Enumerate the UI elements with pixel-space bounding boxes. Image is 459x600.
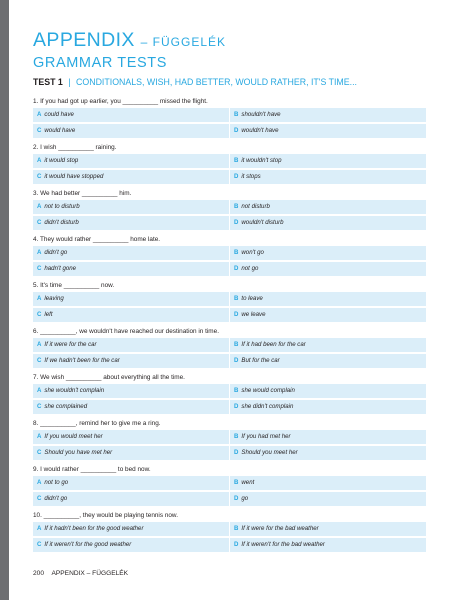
option-row: [33, 170, 426, 184]
option-row: [33, 538, 426, 552]
answer-option-c[interactable]: [33, 170, 229, 184]
option-text: won't go: [241, 249, 264, 256]
option-row: [33, 200, 426, 214]
answer-option-a[interactable]: [33, 384, 229, 398]
option-letter: B: [234, 295, 239, 302]
option-row: [33, 522, 426, 536]
answer-option-b[interactable]: [229, 522, 426, 536]
option-letter: B: [234, 479, 239, 486]
answer-option-b[interactable]: [229, 476, 426, 490]
option-text: didn't disturb: [44, 219, 79, 226]
question-text: 9. I would rather __________ to bed now.: [33, 466, 151, 473]
option-row: [33, 108, 426, 122]
option-letter: A: [37, 525, 42, 532]
header-line-2: GRAMMAR TESTS: [33, 55, 168, 71]
option-text: Should you have met her: [44, 449, 113, 456]
option-letter: D: [234, 265, 239, 272]
question-text: 2. I wish __________ raining.: [33, 144, 117, 151]
option-text: she complained: [44, 403, 88, 410]
option-letter: D: [234, 219, 239, 226]
answer-option-a[interactable]: [33, 522, 229, 536]
option-letter: A: [37, 157, 42, 164]
answer-option-d[interactable]: [229, 400, 426, 414]
option-text: it stops: [241, 173, 261, 180]
test-topic: CONDITIONALS, WISH, HAD BETTER, WOULD RATHER, IT'S TIME...: [76, 77, 357, 87]
option-letter: B: [234, 249, 239, 256]
option-letter: B: [234, 433, 239, 440]
option-row: [33, 246, 426, 260]
answer-option-c[interactable]: [33, 216, 229, 230]
answer-option-a[interactable]: [33, 338, 229, 352]
option-letter: A: [37, 203, 42, 210]
answer-option-c[interactable]: [33, 400, 229, 414]
option-row: [33, 354, 426, 368]
answer-option-b[interactable]: [229, 292, 426, 306]
option-letter: A: [37, 479, 42, 486]
option-letter: B: [234, 525, 239, 532]
answer-option-c[interactable]: [33, 308, 229, 322]
question-3: [33, 188, 426, 234]
option-text: didn't go: [44, 495, 68, 502]
test-title: [33, 77, 357, 87]
option-text: it would have stopped: [44, 173, 104, 180]
option-row: [33, 384, 426, 398]
option-text: wouldn't have: [241, 127, 279, 134]
question-2: [33, 142, 426, 188]
answer-option-c[interactable]: [33, 446, 229, 460]
option-text: If it were for the car: [44, 341, 97, 348]
answer-option-d[interactable]: [229, 308, 426, 322]
option-letter: A: [37, 295, 42, 302]
option-text: she would complain: [241, 387, 295, 394]
question-6: [33, 326, 426, 372]
option-letter: D: [234, 403, 239, 410]
option-text: went: [241, 479, 255, 486]
option-row: [33, 446, 426, 460]
option-text: If you had met her: [241, 433, 291, 440]
answer-option-a[interactable]: [33, 108, 229, 122]
option-row: [33, 430, 426, 444]
option-letter: B: [234, 387, 239, 394]
option-text: it would stop: [44, 157, 79, 164]
answer-option-d[interactable]: [229, 216, 426, 230]
answer-option-b[interactable]: [229, 246, 426, 260]
option-text: hadn't gone: [44, 265, 77, 272]
footer-section: APPENDIX – FÜGGELÉK: [51, 570, 129, 577]
answer-option-a[interactable]: [33, 292, 229, 306]
option-letter: B: [234, 111, 239, 118]
option-text: If it weren't for the good weather: [44, 541, 132, 548]
option-letter: C: [37, 219, 42, 226]
answer-option-c[interactable]: [33, 124, 229, 138]
option-letter: C: [37, 173, 42, 180]
question-9: [33, 464, 426, 510]
option-row: [33, 262, 426, 276]
question-text: 6. __________, we wouldn't have reached our destination in time.: [33, 328, 219, 335]
answer-option-c[interactable]: [33, 492, 229, 506]
question-list: [33, 96, 426, 556]
option-letter: B: [234, 157, 239, 164]
question-text: 10. __________, they would be playing tennis now.: [33, 512, 178, 519]
option-text: not go: [241, 265, 259, 272]
option-letter: C: [37, 541, 42, 548]
option-row: [33, 400, 426, 414]
option-text: she didn't complain: [241, 403, 294, 410]
option-letter: B: [234, 341, 239, 348]
answer-option-d[interactable]: [229, 262, 426, 276]
answer-option-d[interactable]: [229, 446, 426, 460]
page-header: [33, 29, 226, 72]
option-letter: C: [37, 311, 42, 318]
question-10: [33, 510, 426, 556]
option-row: [33, 292, 426, 306]
option-text: left: [44, 311, 53, 318]
answer-option-b[interactable]: [229, 338, 426, 352]
option-letter: D: [234, 173, 239, 180]
option-text: to leave: [241, 295, 263, 302]
answer-option-d[interactable]: [229, 170, 426, 184]
answer-option-a[interactable]: [33, 246, 229, 260]
page-footer: [33, 570, 128, 577]
answer-option-d[interactable]: [229, 354, 426, 368]
option-letter: A: [37, 341, 42, 348]
option-text: leaving: [44, 295, 64, 302]
option-letter: D: [234, 449, 239, 456]
header-line-1: [33, 29, 226, 53]
option-letter: D: [234, 495, 239, 502]
option-letter: C: [37, 495, 42, 502]
option-row: [33, 338, 426, 352]
option-text: If it had been for the car: [241, 341, 306, 348]
option-text: didn't go: [44, 249, 68, 256]
answer-option-d[interactable]: [229, 492, 426, 506]
option-letter: A: [37, 387, 42, 394]
option-letter: A: [37, 249, 42, 256]
option-letter: D: [234, 311, 239, 318]
option-text: If we hadn't been for the car: [44, 357, 120, 364]
option-text: Should you meet her: [241, 449, 298, 456]
option-row: [33, 308, 426, 322]
question-text: 7. We wish __________ about everything all the time.: [33, 374, 185, 381]
option-text: not disturb: [241, 203, 270, 210]
option-text: not to disturb: [44, 203, 80, 210]
option-text: not to go: [44, 479, 69, 486]
answer-option-a[interactable]: [33, 476, 229, 490]
question-text: 4. They would rather __________ home late.: [33, 236, 161, 243]
option-text: But for the car: [241, 357, 280, 364]
option-row: [33, 216, 426, 230]
option-text: could have: [44, 111, 74, 118]
question-text: 1. If you had got up earlier, you __________ missed the flight.: [33, 98, 208, 105]
option-letter: A: [37, 433, 42, 440]
answer-option-c[interactable]: [33, 354, 229, 368]
option-text: it wouldn't stop: [241, 157, 282, 164]
option-text: would have: [44, 127, 76, 134]
option-text: If it were for the bad weather: [241, 525, 319, 532]
option-text: If it weren't for the bad weather: [241, 541, 325, 548]
answer-option-d[interactable]: [229, 124, 426, 138]
header-title: APPENDIX: [33, 29, 135, 51]
option-letter: D: [234, 357, 239, 364]
answer-option-b[interactable]: [229, 200, 426, 214]
option-text: If you would meet her: [44, 433, 103, 440]
option-text: If it hadn't been for the good weather: [44, 525, 144, 532]
option-letter: C: [37, 357, 42, 364]
question-5: [33, 280, 426, 326]
answer-option-a[interactable]: [33, 154, 229, 168]
option-row: [33, 154, 426, 168]
answer-option-b[interactable]: [229, 384, 426, 398]
answer-option-d[interactable]: [229, 538, 426, 552]
option-text: we leave: [241, 311, 266, 318]
answer-option-b[interactable]: [229, 154, 426, 168]
page-number: 200: [33, 570, 45, 577]
option-row: [33, 124, 426, 138]
option-text: shouldn't have: [241, 111, 281, 118]
answer-option-b[interactable]: [229, 108, 426, 122]
option-letter: C: [37, 265, 42, 272]
answer-option-b[interactable]: [229, 430, 426, 444]
option-text: go: [241, 495, 249, 502]
option-letter: A: [37, 111, 42, 118]
question-text: 8. __________, remind her to give me a ring.: [33, 420, 161, 427]
option-letter: D: [234, 127, 239, 134]
test-label: TEST 1: [33, 77, 63, 87]
question-7: [33, 372, 426, 418]
test-separator: |: [68, 77, 71, 87]
answer-option-a[interactable]: [33, 430, 229, 444]
header-subtitle: – FÜGGELÉK: [140, 35, 227, 49]
option-letter: B: [234, 203, 239, 210]
answer-option-c[interactable]: [33, 538, 229, 552]
option-letter: C: [37, 403, 42, 410]
option-text: she wouldn't complain: [44, 387, 105, 394]
option-row: [33, 492, 426, 506]
answer-option-c[interactable]: [33, 262, 229, 276]
answer-option-a[interactable]: [33, 200, 229, 214]
question-1: [33, 96, 426, 142]
question-text: 3. We had better __________ him.: [33, 190, 132, 197]
option-letter: D: [234, 541, 239, 548]
option-letter: C: [37, 449, 42, 456]
option-letter: C: [37, 127, 42, 134]
question-8: [33, 418, 426, 464]
side-bar: [0, 0, 9, 600]
question-4: [33, 234, 426, 280]
question-text: 5. It's time __________ now.: [33, 282, 115, 289]
option-row: [33, 476, 426, 490]
option-text: wouldn't disturb: [241, 219, 284, 226]
